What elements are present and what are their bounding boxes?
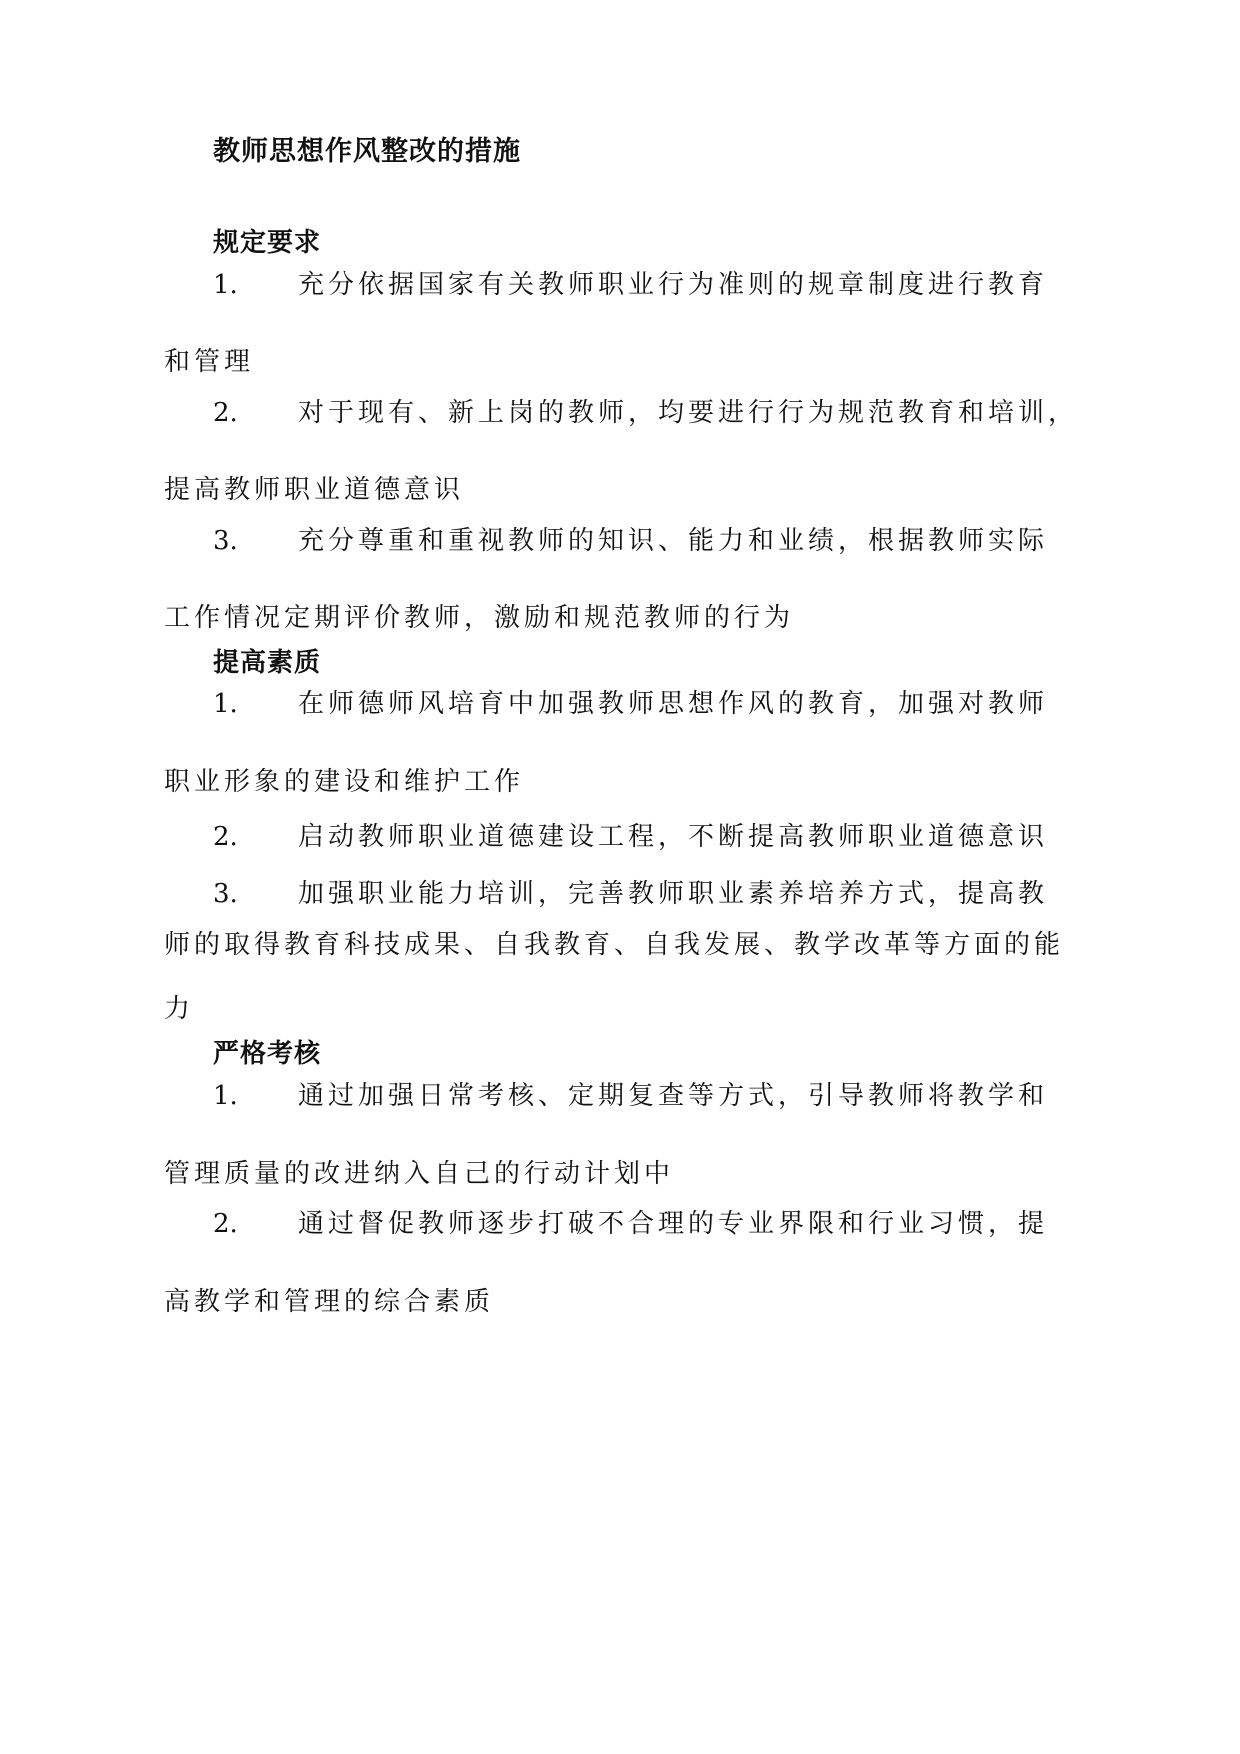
item-text: 启动教师职业道德建设工程，不断提高教师职业道德意识 bbox=[298, 822, 1049, 852]
item-number: 1. bbox=[213, 1081, 238, 1111]
item-number: 2. bbox=[213, 398, 238, 428]
document-title: 教师思想作风整改的措施 bbox=[213, 136, 521, 167]
item-text: 通过督促教师逐步打破不合理的专业界限和行业习惯，提 bbox=[298, 1209, 1049, 1239]
item-text-continued: 管理质量的改进纳入自己的行动计划中 bbox=[164, 1159, 675, 1189]
item-text-continued: 高教学和管理的综合素质 bbox=[164, 1287, 495, 1317]
item-text-continued: 职业形象的建设和维护工作 bbox=[164, 767, 525, 797]
item-text-continued: 和管理 bbox=[164, 347, 255, 377]
item-text: 充分依据国家有关教师职业行为准则的规章制度进行教育 bbox=[298, 270, 1049, 300]
item-text-continued: 师的取得教育科技成果、自我教育、自我发展、教学改革等方面的能 bbox=[164, 930, 1065, 960]
item-text-continued: 力 bbox=[164, 994, 195, 1024]
section-heading: 提高素质 bbox=[213, 648, 322, 678]
item-number: 1. bbox=[213, 270, 238, 300]
item-text: 在师德师风培育中加强教师思想作风的教育，加强对教师 bbox=[298, 689, 1049, 719]
item-text: 通过加强日常考核、定期复查等方式，引导教师将教学和 bbox=[298, 1081, 1049, 1111]
item-number: 3. bbox=[213, 879, 238, 909]
item-text-continued: 工作情况定期评价教师，激励和规范教师的行为 bbox=[164, 603, 795, 633]
item-text: 充分尊重和重视教师的知识、能力和业绩，根据教师实际 bbox=[298, 526, 1049, 556]
section-heading: 规定要求 bbox=[213, 228, 322, 258]
item-text-continued: 提高教师职业道德意识 bbox=[164, 475, 465, 505]
item-number: 1. bbox=[213, 689, 238, 719]
item-number: 2. bbox=[213, 822, 238, 852]
item-number: 3. bbox=[213, 526, 238, 556]
item-text: 加强职业能力培训，完善教师职业素养培养方式，提高教 bbox=[298, 879, 1049, 909]
item-text: 对于现有、新上岗的教师，均要进行行为规范教育和培训， bbox=[298, 398, 1079, 428]
item-number: 2. bbox=[213, 1209, 238, 1239]
section-heading: 严格考核 bbox=[213, 1039, 322, 1069]
